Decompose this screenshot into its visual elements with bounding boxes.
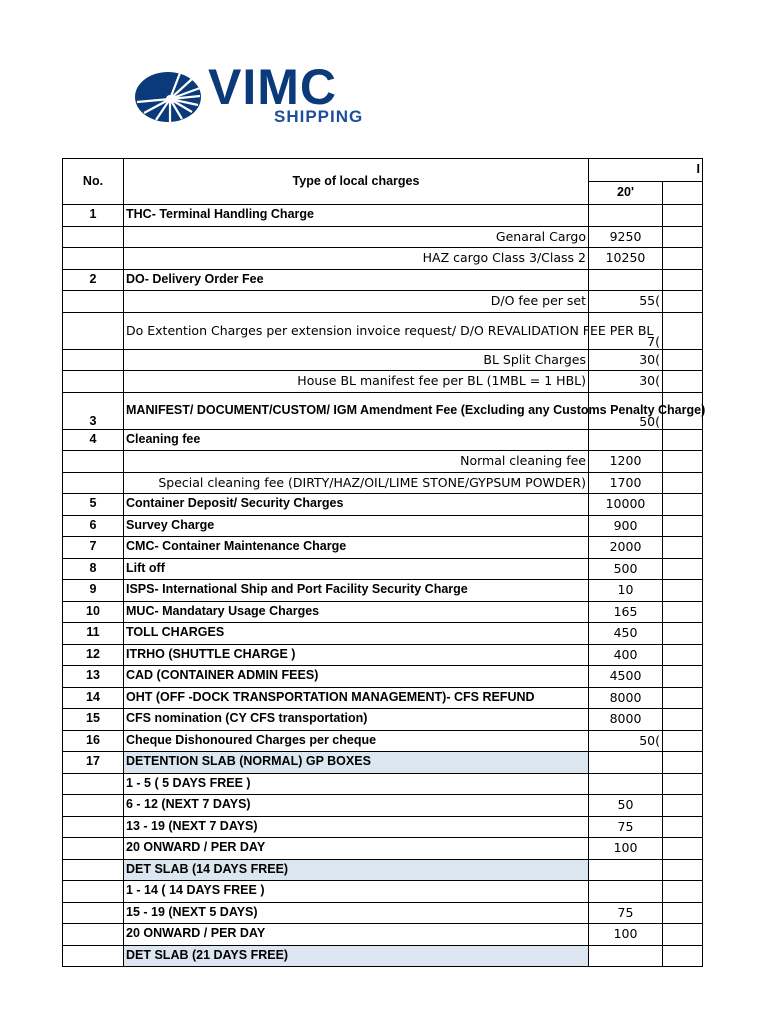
charge-value-20ft: 8000 <box>589 687 663 709</box>
charge-value-20ft <box>589 429 663 451</box>
charge-value-20ft: 100 <box>589 838 663 860</box>
charge-value-20ft <box>589 269 663 291</box>
charge-type: Cleaning fee <box>124 429 589 451</box>
row-number: 2 <box>63 269 124 291</box>
row-number: 16 <box>63 730 124 752</box>
row-number: 14 <box>63 687 124 709</box>
charge-value-20ft: 1200 <box>589 451 663 473</box>
charge-value-20ft: 900 <box>589 515 663 537</box>
charge-value-next <box>663 945 703 967</box>
charge-value-20ft: 30( <box>589 371 663 393</box>
table-row <box>63 752 703 774</box>
table-row <box>63 494 703 516</box>
row-number <box>63 838 124 860</box>
charge-value-20ft: 7( <box>589 312 663 349</box>
charge-value-next <box>663 515 703 537</box>
charge-type: Container Deposit/ Security Charges <box>124 494 589 516</box>
charge-value-next <box>663 773 703 795</box>
table-row <box>63 269 703 291</box>
charge-value-next <box>663 902 703 924</box>
table-row <box>63 580 703 602</box>
row-number <box>63 349 124 371</box>
table-row <box>63 795 703 817</box>
row-number <box>63 902 124 924</box>
charge-value-next <box>663 451 703 473</box>
charge-value-next <box>663 859 703 881</box>
charge-value-next <box>663 795 703 817</box>
charge-value-20ft: 1700 <box>589 472 663 494</box>
charge-value-20ft: 4500 <box>589 666 663 688</box>
row-number: 15 <box>63 709 124 731</box>
charge-value-next <box>663 838 703 860</box>
row-number <box>63 881 124 903</box>
charge-value-next <box>663 226 703 248</box>
charge-value-20ft <box>589 205 663 227</box>
charge-value-next <box>663 730 703 752</box>
table-row <box>63 392 703 429</box>
charge-type: DET SLAB (14 DAYS FREE) <box>124 859 589 881</box>
charge-value-next <box>663 429 703 451</box>
charge-type: CFS nomination (CY CFS transportation) <box>124 709 589 731</box>
row-number <box>63 795 124 817</box>
charge-value-next <box>663 623 703 645</box>
charge-type: DETENTION SLAB (NORMAL) GP BOXES <box>124 752 589 774</box>
charge-type: Survey Charge <box>124 515 589 537</box>
charge-type: ISPS- International Ship and Port Facility Security Charge <box>124 580 589 602</box>
charge-value-20ft: 75 <box>589 816 663 838</box>
table-row <box>63 924 703 946</box>
charge-type: ITRHO (SHUTTLE CHARGE ) <box>124 644 589 666</box>
row-number <box>63 859 124 881</box>
table-row <box>63 730 703 752</box>
charge-type: 15 - 19 (NEXT 5 DAYS) <box>124 902 589 924</box>
row-number: 17 <box>63 752 124 774</box>
charge-type: TOLL CHARGES <box>124 623 589 645</box>
row-number: 1 <box>63 205 124 227</box>
charge-type: Do Extention Charges per extension invoice request/ D/O REVALIDATION FEE PER BL <box>124 312 589 349</box>
charge-value-20ft: 30( <box>589 349 663 371</box>
row-number <box>63 816 124 838</box>
table-row <box>63 859 703 881</box>
table-row <box>63 515 703 537</box>
row-number <box>63 312 124 349</box>
header-type: Type of local charges <box>124 159 589 205</box>
charge-value-next <box>663 580 703 602</box>
table-row <box>63 816 703 838</box>
table-row <box>63 472 703 494</box>
charge-value-next <box>663 816 703 838</box>
charge-type: HAZ cargo Class 3/Class 2 <box>124 248 589 270</box>
table-row <box>63 558 703 580</box>
row-number <box>63 248 124 270</box>
table-header-row-1 <box>63 159 703 182</box>
charge-value-next <box>663 881 703 903</box>
charge-type: Lift off <box>124 558 589 580</box>
row-number <box>63 773 124 795</box>
row-number: 12 <box>63 644 124 666</box>
row-number <box>63 945 124 967</box>
table-row <box>63 687 703 709</box>
row-number <box>63 451 124 473</box>
charge-value-next <box>663 601 703 623</box>
charge-value-20ft: 10000 <box>589 494 663 516</box>
charge-value-20ft <box>589 752 663 774</box>
charge-type: MANIFEST/ DOCUMENT/CUSTOM/ IGM Amendment Fee (Excluding any Customs Penalty Charge) <box>124 392 589 429</box>
table-row <box>63 205 703 227</box>
table-row <box>63 226 703 248</box>
charge-value-next <box>663 709 703 731</box>
charge-value-next <box>663 687 703 709</box>
local-charges-table <box>62 158 706 967</box>
charge-value-20ft: 100 <box>589 924 663 946</box>
charge-type: 13 - 19 (NEXT 7 DAYS) <box>124 816 589 838</box>
charge-value-next <box>663 644 703 666</box>
charge-value-20ft: 10250 <box>589 248 663 270</box>
table-row <box>63 644 703 666</box>
charge-value-20ft: 50 <box>589 795 663 817</box>
row-number: 8 <box>63 558 124 580</box>
row-number: 6 <box>63 515 124 537</box>
charge-value-next <box>663 666 703 688</box>
charge-value-next <box>663 924 703 946</box>
charge-value-20ft: 9250 <box>589 226 663 248</box>
charge-value-20ft: 450 <box>589 623 663 645</box>
charge-value-next <box>663 248 703 270</box>
charge-type: OHT (OFF -DOCK TRANSPORTATION MANAGEMENT)- CFS REFUND <box>124 687 589 709</box>
charge-type: 1 - 5 ( 5 DAYS FREE ) <box>124 773 589 795</box>
table-row <box>63 371 703 393</box>
charge-value-next <box>663 494 703 516</box>
row-number: 5 <box>63 494 124 516</box>
charge-value-20ft: 8000 <box>589 709 663 731</box>
row-number <box>63 226 124 248</box>
charge-value-20ft: 50( <box>589 392 663 429</box>
row-number <box>63 291 124 313</box>
charge-type: CMC- Container Maintenance Charge <box>124 537 589 559</box>
table-row <box>63 312 703 349</box>
charge-value-20ft: 10 <box>589 580 663 602</box>
charge-value-20ft: 400 <box>589 644 663 666</box>
charge-value-20ft <box>589 773 663 795</box>
table-row <box>63 429 703 451</box>
header-20ft: 20' <box>589 182 663 205</box>
row-number: 10 <box>63 601 124 623</box>
table-row <box>63 451 703 473</box>
charge-value-20ft <box>589 881 663 903</box>
charge-type: THC- Terminal Handling Charge <box>124 205 589 227</box>
table-row <box>63 601 703 623</box>
table-row <box>63 349 703 371</box>
row-number: 4 <box>63 429 124 451</box>
charge-value-20ft: 2000 <box>589 537 663 559</box>
row-number: 11 <box>63 623 124 645</box>
charge-type: 20 ONWARD / PER DAY <box>124 924 589 946</box>
table-row <box>63 838 703 860</box>
charge-value-next <box>663 291 703 313</box>
charge-type: Genaral Cargo <box>124 226 589 248</box>
charge-value-20ft: 165 <box>589 601 663 623</box>
table-row <box>63 248 703 270</box>
charge-value-20ft <box>589 859 663 881</box>
charge-value-next <box>663 205 703 227</box>
charge-type: Special cleaning fee (DIRTY/HAZ/OIL/LIME STONE/GYPSUM POWDER) <box>124 472 589 494</box>
table-row <box>63 773 703 795</box>
charge-type: CAD (CONTAINER ADMIN FEES) <box>124 666 589 688</box>
charge-value-20ft: 500 <box>589 558 663 580</box>
charge-type: 20 ONWARD / PER DAY <box>124 838 589 860</box>
charge-value-next <box>663 312 703 349</box>
row-number <box>63 371 124 393</box>
header-no: No. <box>63 159 124 205</box>
row-number <box>63 472 124 494</box>
table-row <box>63 666 703 688</box>
charge-type: House BL manifest fee per BL (1MBL = 1 HBL) <box>124 371 589 393</box>
row-number <box>63 924 124 946</box>
header-empty <box>663 182 703 205</box>
header-group: I <box>589 159 703 182</box>
charge-value-20ft: 50( <box>589 730 663 752</box>
row-number: 13 <box>63 666 124 688</box>
table-row <box>63 945 703 967</box>
charge-type: 6 - 12 (NEXT 7 DAYS) <box>124 795 589 817</box>
row-number: 3 <box>63 392 124 429</box>
charge-value-next <box>663 371 703 393</box>
table-row <box>63 623 703 645</box>
table-row <box>63 881 703 903</box>
charge-value-next <box>663 349 703 371</box>
charge-value-next <box>663 537 703 559</box>
charge-value-next <box>663 472 703 494</box>
table-row <box>63 902 703 924</box>
charge-type: DET SLAB (21 DAYS FREE) <box>124 945 589 967</box>
charge-type: MUC- Mandatary Usage Charges <box>124 601 589 623</box>
logo-subtitle: SHIPPING <box>274 107 364 126</box>
charge-value-next <box>663 752 703 774</box>
row-number: 9 <box>63 580 124 602</box>
charge-type: Cheque Dishonoured Charges per cheque <box>124 730 589 752</box>
charge-type: DO- Delivery Order Fee <box>124 269 589 291</box>
charge-type: BL Split Charges <box>124 349 589 371</box>
charge-value-20ft <box>589 945 663 967</box>
charge-value-20ft: 55( <box>589 291 663 313</box>
row-number: 7 <box>63 537 124 559</box>
charge-type: Normal cleaning fee <box>124 451 589 473</box>
table-row <box>63 709 703 731</box>
charge-value-next <box>663 558 703 580</box>
charge-type: 1 - 14 ( 14 DAYS FREE ) <box>124 881 589 903</box>
charge-value-20ft: 75 <box>589 902 663 924</box>
table-row <box>63 537 703 559</box>
table-row <box>63 291 703 313</box>
charge-value-next <box>663 269 703 291</box>
logo-wordmark: VIMC <box>208 59 337 115</box>
charge-type: D/O fee per set <box>124 291 589 313</box>
